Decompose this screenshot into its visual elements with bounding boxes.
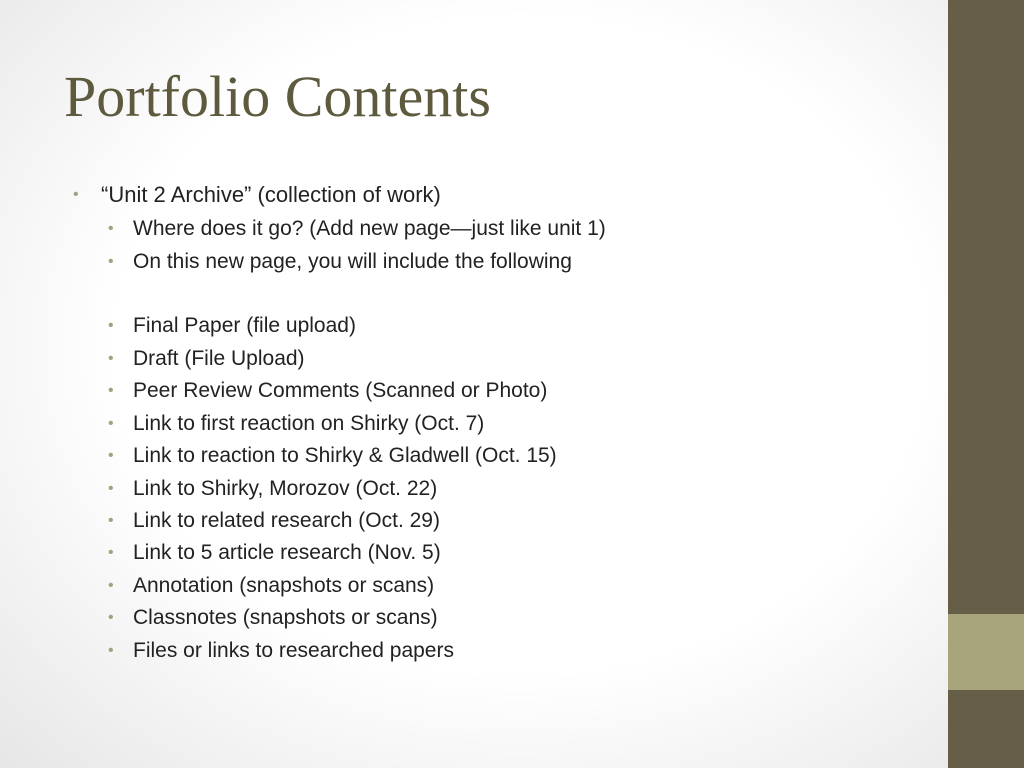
bullet-icon: •: [108, 415, 114, 432]
list-item-text: Annotation (snapshots or scans): [133, 574, 435, 597]
list-item: [108, 605, 438, 631]
bullet-icon: •: [108, 447, 114, 464]
list-item-text: Final Paper (file upload): [133, 314, 356, 337]
list-item-text: Peer Review Comments (Scanned or Photo): [133, 379, 548, 402]
list-item: [73, 182, 441, 208]
side-bar-accent-block: [948, 614, 1024, 690]
list-item-text: Link to related research (Oct. 29): [133, 509, 440, 532]
list-item: [108, 476, 438, 502]
bullet-icon: •: [108, 220, 114, 237]
bullet-icon: •: [108, 544, 114, 561]
list-item: [108, 313, 356, 339]
list-item: [108, 249, 572, 275]
bullet-icon: •: [108, 480, 114, 497]
slide-title: Portfolio Contents: [64, 64, 491, 129]
list-item: [108, 540, 441, 566]
list-item-text: Draft (File Upload): [133, 347, 305, 370]
bullet-icon: •: [108, 577, 114, 594]
list-item-text: Classnotes (snapshots or scans): [133, 606, 438, 629]
list-item-text: Link to Shirky, Morozov (Oct. 22): [133, 477, 438, 500]
list-item: [108, 378, 548, 404]
bullet-icon: •: [108, 642, 114, 659]
list-item-text: Link to first reaction on Shirky (Oct. 7): [133, 412, 485, 435]
list-item: [108, 411, 485, 437]
list-item-text: Link to reaction to Shirky & Gladwell (Oct. 15): [133, 444, 557, 467]
list-item: [108, 346, 305, 372]
list-item: [108, 638, 454, 664]
list-item-text: “Unit 2 Archive” (collection of work): [101, 182, 441, 207]
bullet-icon: •: [108, 609, 114, 626]
list-item-text: Files or links to researched papers: [133, 639, 454, 662]
list-item: [108, 508, 440, 534]
bullet-icon: •: [73, 186, 79, 203]
list-item-text: Where does it go? (Add new page—just like unit 1): [133, 217, 606, 240]
list-item: [108, 443, 557, 469]
bullet-icon: •: [108, 512, 114, 529]
bullet-icon: •: [108, 253, 114, 270]
list-item-text: On this new page, you will include the following: [133, 250, 572, 273]
list-item-text: Link to 5 article research (Nov. 5): [133, 541, 441, 564]
bullet-icon: •: [108, 382, 114, 399]
bullet-icon: •: [108, 317, 114, 334]
list-item: [108, 573, 435, 599]
bullet-icon: •: [108, 350, 114, 367]
list-item: [108, 216, 606, 242]
